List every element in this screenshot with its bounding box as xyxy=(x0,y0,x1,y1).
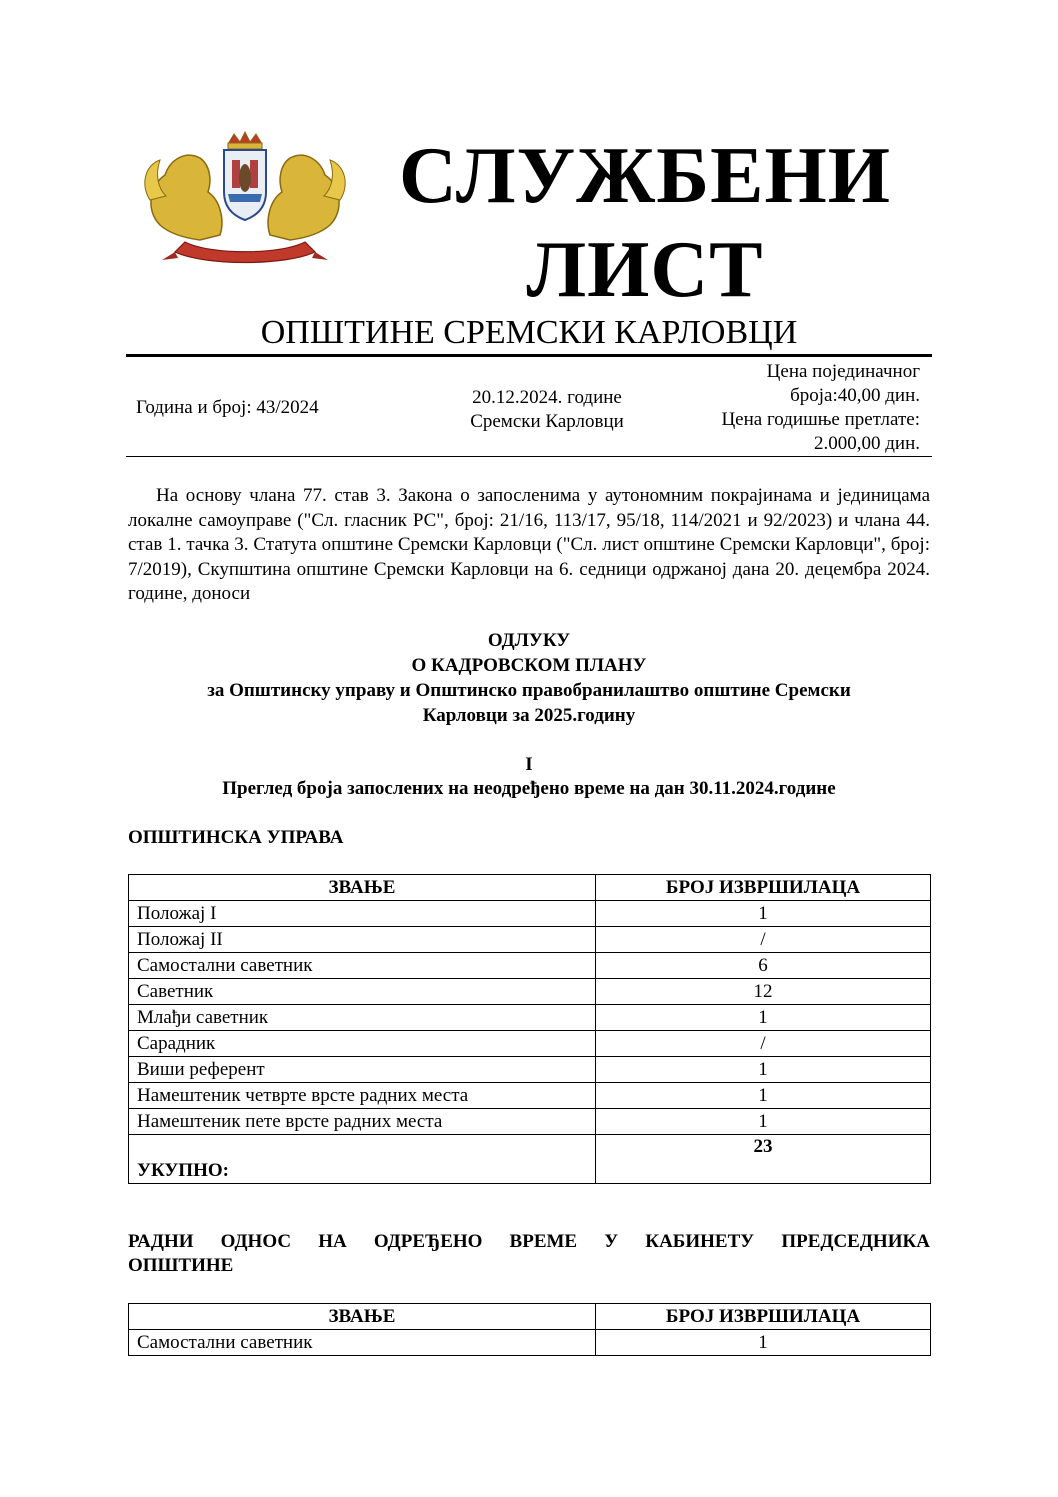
decision-scope-line1: за Општинску управу и Општинско правобранилаштво општине Сремски xyxy=(207,680,851,701)
row-count: 1 xyxy=(596,1109,931,1135)
row-title: Млађи саветник xyxy=(129,1005,596,1031)
table-row xyxy=(129,1083,931,1109)
table-row xyxy=(129,1330,931,1356)
row-title: Намештеник четврте врсте радних места xyxy=(129,1083,596,1109)
intro-paragraph: На основу члана 77. став 3. Закона о запосленима у аутономним покрајинама и јединицама локалне самоуправе ("Сл. гласник РС", број: 21/16, 113/17, 95/18, 114/2021 и 92/2023) и члана 44. став 1. тачка 3. Статута општине Сремски Карловци ("Сл. лист општине Сремски Карловци", број: 7/2019), Скупштина општине Сремски Карловци на 6. седници одржаној дана 20. децембра 2024. године, доноси xyxy=(128,485,930,604)
table1-heading: ОПШТИНСКА УПРАВА xyxy=(128,827,344,848)
staff-table-cabinet xyxy=(128,1303,931,1356)
header-divider xyxy=(126,354,932,357)
issue-prices xyxy=(680,360,920,456)
table-row xyxy=(129,1057,931,1083)
decision-subject: О КАДРОВСКОМ ПЛАНУ xyxy=(411,655,647,676)
table-row xyxy=(129,1109,931,1135)
row-count: 1 xyxy=(596,1005,931,1031)
row-count: 6 xyxy=(596,953,931,979)
total-label: УКУПНО: xyxy=(129,1135,596,1184)
table-row xyxy=(129,1031,931,1057)
row-title: Самостални саветник xyxy=(129,953,596,979)
row-count: 1 xyxy=(596,1330,931,1356)
decision-title: ОДЛУКУ xyxy=(487,630,571,651)
masthead-title-line2: ЛИСТ xyxy=(526,226,764,314)
total-value: 23 xyxy=(596,1135,931,1184)
row-count: 1 xyxy=(596,901,931,927)
masthead-subtitle: ОПШТИНЕ СРЕМСКИ КАРЛОВЦИ xyxy=(260,314,798,351)
decision-scope-line2: Карловци за 2025.годину xyxy=(422,705,636,726)
price-single-line2: броја:40,00 дин. xyxy=(790,385,920,406)
row-count: 1 xyxy=(596,1083,931,1109)
table-total-row xyxy=(129,1135,931,1184)
row-title: Самостални саветник xyxy=(129,1330,596,1356)
section-numeral: I xyxy=(525,754,533,775)
table-row xyxy=(129,979,931,1005)
row-title: Сарадник xyxy=(129,1031,596,1057)
row-count: / xyxy=(596,1031,931,1057)
row-count: 1 xyxy=(596,1057,931,1083)
issue-place: Сремски Карловци xyxy=(470,411,624,432)
table2-col-title: ЗВАЊЕ xyxy=(129,1304,596,1330)
table-row xyxy=(129,1005,931,1031)
masthead-title-line1: СЛУЖБЕНИ xyxy=(399,132,891,220)
row-title: Саветник xyxy=(129,979,596,1005)
row-title: Намештеник пете врсте радних места xyxy=(129,1109,596,1135)
header-bottom-divider xyxy=(126,456,932,457)
table2-col-count: БРОЈ ИЗВРШИЛАЦА xyxy=(596,1304,931,1330)
issue-date: 20.12.2024. године xyxy=(472,387,622,408)
table-row xyxy=(129,901,931,927)
table2-heading: РАДНИ ОДНОС НА ОДРЕЂЕНО ВРЕМЕ У КАБИНЕТУ ПРЕДСЕДНИКА xyxy=(128,1231,930,1252)
row-title: Положај II xyxy=(129,927,596,953)
staff-table-administration xyxy=(128,874,931,1184)
table1-col-title: ЗВАЊЕ xyxy=(129,875,596,901)
issue-year-number: Година и број: 43/2024 xyxy=(136,397,319,418)
price-annual-line1: Цена годишње претлате: xyxy=(721,409,920,430)
coat-of-arms-icon xyxy=(140,130,350,270)
table2-heading-line2: ОПШТИНЕ xyxy=(128,1255,234,1276)
table1-col-count: БРОЈ ИЗВРШИЛАЦА xyxy=(596,875,931,901)
table-row xyxy=(129,953,931,979)
row-title: Виши референт xyxy=(129,1057,596,1083)
issue-date-place xyxy=(440,386,654,434)
price-single-line1: Цена појединачног xyxy=(766,361,920,382)
row-count: 12 xyxy=(596,979,931,1005)
section-heading: Преглед броја запослених на неодређено време на дан 30.11.2024.године xyxy=(222,778,836,799)
price-annual-line2: 2.000,00 дин. xyxy=(813,433,920,454)
row-count: / xyxy=(596,927,931,953)
table-row xyxy=(129,927,931,953)
row-title: Положај I xyxy=(129,901,596,927)
